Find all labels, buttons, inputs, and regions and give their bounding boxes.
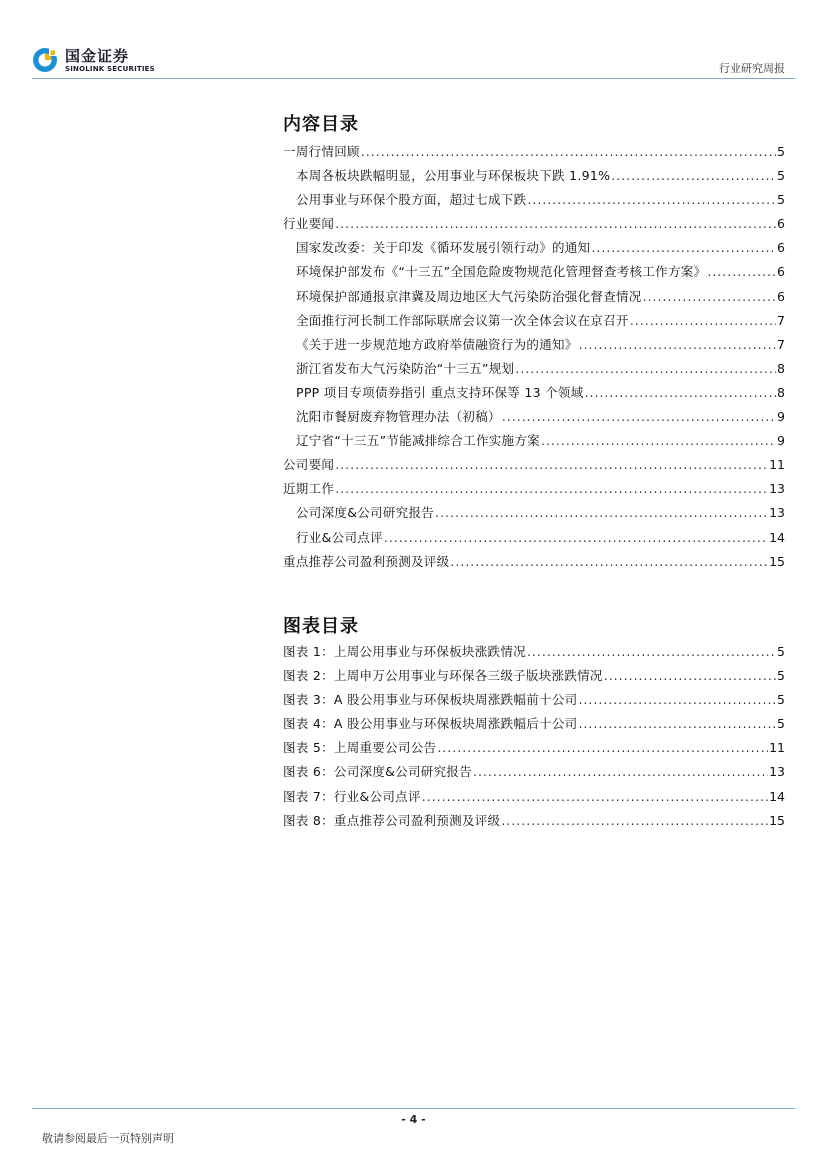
toc-entry-title: 公司深度&公司研究报告 bbox=[296, 505, 435, 521]
figure-entry-page: 13 bbox=[769, 764, 785, 780]
dot-leader bbox=[604, 668, 776, 683]
dot-leader bbox=[579, 337, 776, 352]
dot-leader bbox=[515, 361, 776, 376]
toc-entry-title: PPP 项目专项债券指引 重点支持环保等 13 个领域 bbox=[296, 384, 584, 400]
figure-entry-page: 5 bbox=[777, 692, 785, 708]
toc-entry-title: 环境保护部发布《“十三五”全国危险废物规范化管理督查考核工作方案》 bbox=[296, 264, 707, 280]
toc-entry-title: 近期工作 bbox=[283, 481, 335, 497]
toc-entry-title: 《关于进一步规范地方政府举债融资行为的通知》 bbox=[296, 336, 578, 352]
logo-chinese-name: 国金证券 bbox=[65, 47, 130, 65]
toc-entry-title: 公司要闻 bbox=[283, 457, 335, 473]
figure-entry-page: 5 bbox=[777, 668, 785, 684]
dot-leader bbox=[435, 505, 768, 520]
disclaimer-note: 敬请参阅最后一页特别声明 bbox=[42, 1132, 174, 1145]
toc-entry[interactable] bbox=[283, 407, 785, 431]
dot-leader bbox=[450, 554, 768, 569]
toc-entry-title: 重点推荐公司盈利预测及评级 bbox=[283, 553, 450, 569]
toc-entry-title: 环境保护部通报京津冀及周边地区大气污染防治强化督查情况 bbox=[296, 288, 642, 304]
dot-leader bbox=[473, 764, 768, 779]
toc-entry[interactable] bbox=[283, 190, 785, 214]
toc-entry-title: 浙江省发布大气污染防治“十三五”规划 bbox=[296, 360, 515, 376]
toc-entry-title: 全面推行河长制工作部际联席会议第一次全体会议在京召开 bbox=[296, 312, 629, 328]
toc-entry-page: 13 bbox=[769, 481, 785, 497]
toc-entry[interactable] bbox=[283, 479, 785, 503]
toc-entry-page: 6 bbox=[777, 288, 785, 304]
toc-entry-title: 辽宁省“十三五”节能减排综合工作实施方案 bbox=[296, 433, 540, 449]
toc-entry-title: 沈阳市餐厨废弃物管理办法（初稿） bbox=[296, 409, 501, 425]
toc-list bbox=[283, 142, 785, 576]
toc-entry[interactable] bbox=[283, 214, 785, 238]
dot-leader bbox=[585, 385, 777, 400]
dot-leader bbox=[707, 264, 776, 279]
figure-entry-page: 5 bbox=[777, 716, 785, 732]
toc-entry-page: 6 bbox=[777, 264, 785, 280]
toc-entry[interactable] bbox=[283, 287, 785, 311]
toc-entry-page: 6 bbox=[777, 216, 785, 232]
figure-entry-page: 11 bbox=[769, 740, 785, 756]
logo-english-name: SINOLINK SECURITIES bbox=[65, 65, 155, 73]
toc-entry-page: 5 bbox=[777, 192, 785, 208]
figure-entry-title: 图表 3：A 股公用事业与环保板块周涨跌幅前十公司 bbox=[283, 692, 578, 708]
dot-leader bbox=[335, 216, 776, 231]
toc-entry[interactable] bbox=[283, 383, 785, 407]
dot-leader bbox=[361, 144, 776, 159]
toc-entry[interactable] bbox=[283, 528, 785, 552]
toc-entry-page: 14 bbox=[769, 529, 785, 545]
toc-entry-page: 7 bbox=[777, 312, 785, 328]
toc-entry[interactable] bbox=[283, 335, 785, 359]
toc-entry[interactable] bbox=[283, 166, 785, 190]
dot-leader bbox=[335, 481, 768, 496]
figure-entry-page: 14 bbox=[769, 788, 785, 804]
toc-entry-page: 13 bbox=[769, 505, 785, 521]
toc-entry[interactable] bbox=[283, 359, 785, 383]
toc-entry-page: 9 bbox=[777, 433, 785, 449]
toc-entry-page: 9 bbox=[777, 409, 785, 425]
toc-entry[interactable] bbox=[283, 238, 785, 262]
sinolink-logo-icon bbox=[32, 47, 58, 73]
dot-leader bbox=[527, 192, 776, 207]
toc-entry-page: 8 bbox=[777, 360, 785, 376]
toc-entry-title: 行业&公司点评 bbox=[296, 529, 383, 545]
toc-entry-title: 一周行情回顾 bbox=[283, 144, 360, 159]
toc-entry-page: 15 bbox=[769, 553, 785, 569]
toc-entry-page: 7 bbox=[777, 336, 785, 352]
dot-leader bbox=[643, 289, 776, 304]
figure-entry-title: 图表 4：A 股公用事业与环保板块周涨跌幅后十公司 bbox=[283, 716, 578, 732]
figure-entry-title: 图表 7：行业&公司点评 bbox=[283, 788, 421, 804]
figure-entry[interactable] bbox=[283, 690, 785, 714]
dot-leader bbox=[437, 740, 768, 755]
figure-entry[interactable] bbox=[283, 811, 785, 835]
dot-leader bbox=[502, 409, 776, 424]
figure-entry[interactable] bbox=[283, 787, 785, 811]
toc-entry[interactable] bbox=[283, 311, 785, 335]
dot-leader bbox=[578, 692, 776, 707]
figure-entry-title: 图表 6：公司深度&公司研究报告 bbox=[283, 764, 472, 780]
figure-entry[interactable] bbox=[283, 762, 785, 786]
figure-entry-title: 图表 5：上周重要公司公告 bbox=[283, 740, 437, 756]
company-logo bbox=[32, 44, 157, 80]
page-number: - 4 - bbox=[401, 1113, 426, 1126]
footer-divider bbox=[32, 1108, 795, 1109]
dot-leader bbox=[422, 789, 768, 804]
toc-title: 内容目录 bbox=[283, 114, 359, 135]
toc-entry-title: 本周各板块跌幅明显，公用事业与环保板块下跌 1.91% bbox=[296, 168, 611, 184]
dot-leader bbox=[578, 716, 776, 731]
toc-entry-page: 5 bbox=[777, 168, 785, 184]
figure-entry-title: 图表 8：重点推荐公司盈利预测及评级 bbox=[283, 812, 501, 828]
figure-entry[interactable] bbox=[283, 738, 785, 762]
dot-leader bbox=[501, 813, 768, 828]
toc-entry[interactable] bbox=[283, 552, 785, 576]
figure-entry-page: 5 bbox=[777, 644, 785, 659]
toc-entry-page: 8 bbox=[777, 384, 785, 400]
dot-leader bbox=[335, 457, 768, 472]
figure-entry-title: 图表 1：上周公用事业与环保板块涨跌情况 bbox=[283, 644, 526, 659]
toc-entry[interactable] bbox=[283, 503, 785, 527]
toc-entry-title: 公用事业与环保个股方面，超过七成下跌 bbox=[296, 192, 527, 208]
toc-entry[interactable] bbox=[283, 431, 785, 455]
report-type: 行业研究周报 bbox=[719, 62, 785, 75]
toc-entry[interactable] bbox=[283, 455, 785, 479]
toc-entry-page: 6 bbox=[777, 240, 785, 256]
toc-entry-page: 5 bbox=[777, 144, 785, 159]
figure-entry-page: 15 bbox=[769, 812, 785, 828]
header-divider bbox=[32, 78, 795, 79]
dot-leader bbox=[384, 530, 768, 545]
figure-entry[interactable] bbox=[283, 642, 785, 666]
figures-list bbox=[283, 642, 785, 835]
figure-entry-title: 图表 2：上周申万公用事业与环保各三级子版块涨跌情况 bbox=[283, 668, 603, 684]
figure-entry[interactable] bbox=[283, 714, 785, 738]
dot-leader bbox=[527, 644, 776, 659]
dot-leader bbox=[541, 433, 776, 448]
dot-leader bbox=[630, 313, 776, 328]
toc-entry-title: 国家发改委：关于印发《循环发展引领行动》的通知 bbox=[296, 240, 591, 256]
toc-entry[interactable] bbox=[283, 262, 785, 286]
toc-entry-page: 11 bbox=[769, 457, 785, 473]
figure-entry[interactable] bbox=[283, 666, 785, 690]
dot-leader bbox=[611, 168, 776, 183]
toc-entry[interactable] bbox=[283, 142, 785, 166]
dot-leader bbox=[591, 240, 776, 255]
toc-entry-title: 行业要闻 bbox=[283, 216, 335, 232]
figures-title: 图表目录 bbox=[283, 616, 359, 637]
